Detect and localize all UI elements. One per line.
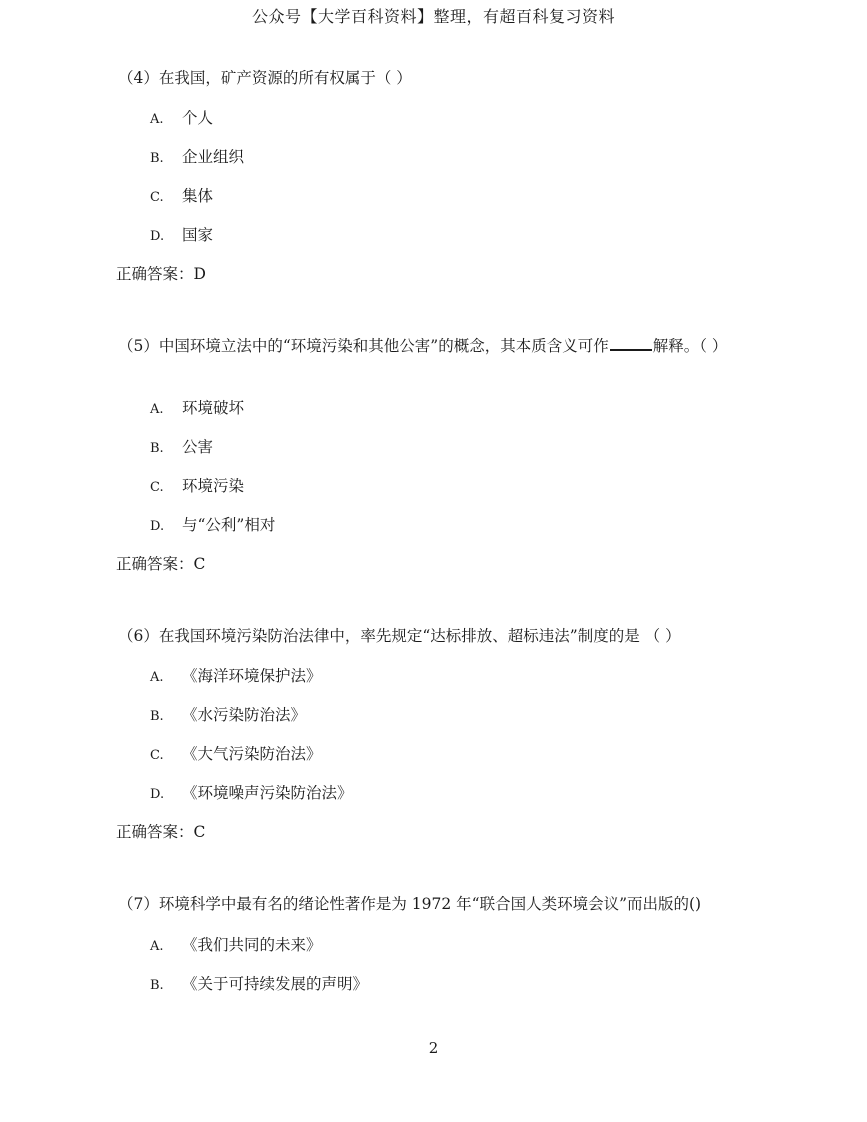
option-letter: C. [150,480,164,495]
option-letter: A. [150,670,164,685]
question-5-option-c [150,474,244,496]
page-header: 公众号【大学百科资料】整理，有超百科复习资料 [251,7,615,26]
option-text: 与“公利”相对 [182,516,276,534]
question-4-option-b [150,145,244,167]
question-5-option-b [150,435,213,457]
question-5-stem-part1: （5）中国环境立法中的“环境污染和其他公害”的概念，其本质含义可作 [118,337,609,355]
question-6-option-d [150,781,353,803]
question-4-option-a [150,106,213,128]
option-text: 个人 [182,109,214,127]
question-5-option-d [150,513,275,535]
option-letter: D. [150,229,165,244]
question-7-stem: （7）环境科学中最有名的绪论性著作是为 1972 年“联合国人类环境会议”而出版的() [118,895,702,913]
question-6-option-b [150,703,306,725]
option-text: 公害 [182,438,214,456]
question-6-option-a [150,664,322,686]
option-letter: C. [150,190,164,205]
option-text: 企业组织 [182,148,245,166]
question-5-answer: 正确答案：C [116,555,206,573]
option-text: 《水污染防治法》 [182,706,307,724]
page-number: 2 [428,1039,439,1057]
option-letter: A. [150,402,164,417]
option-letter: D. [150,787,165,802]
option-text: 《海洋环境保护法》 [182,667,322,685]
option-text: 《我们共同的未来》 [182,936,322,954]
option-text: 《关于可持续发展的声明》 [182,975,369,993]
question-6-stem: （6）在我国环境污染防治法律中，率先规定“达标排放、超标违法”制度的是 （ ） [118,627,681,645]
question-6-option-c [150,742,322,764]
question-4-answer: 正确答案：D [116,265,206,283]
option-text: 环境污染 [182,477,245,495]
option-letter: B. [150,151,164,166]
option-letter: B. [150,978,164,993]
question-7-option-a [150,933,322,955]
option-text: 集体 [182,187,214,205]
question-5-option-a [150,396,244,418]
question-6-answer: 正确答案：C [116,823,206,841]
option-text: 环境破坏 [182,399,245,417]
option-letter: C. [150,748,164,763]
option-letter: D. [150,519,165,534]
question-4-option-c [150,184,213,206]
option-letter: B. [150,441,164,456]
fill-blank [610,335,652,351]
option-text: 国家 [182,226,214,244]
option-letter: B. [150,709,164,724]
question-4-option-d [150,223,213,245]
question-5-stem [82,333,782,359]
question-5-stem-part2: 解释。（ ） [652,337,728,355]
question-7-option-b [150,972,368,994]
option-text: 《环境噪声污染防治法》 [182,784,353,802]
option-letter: A. [150,112,164,127]
option-letter: A. [150,939,164,954]
question-4-stem: （4）在我国，矿产资源的所有权属于（ ） [118,69,412,87]
option-text: 《大气污染防治法》 [182,745,322,763]
